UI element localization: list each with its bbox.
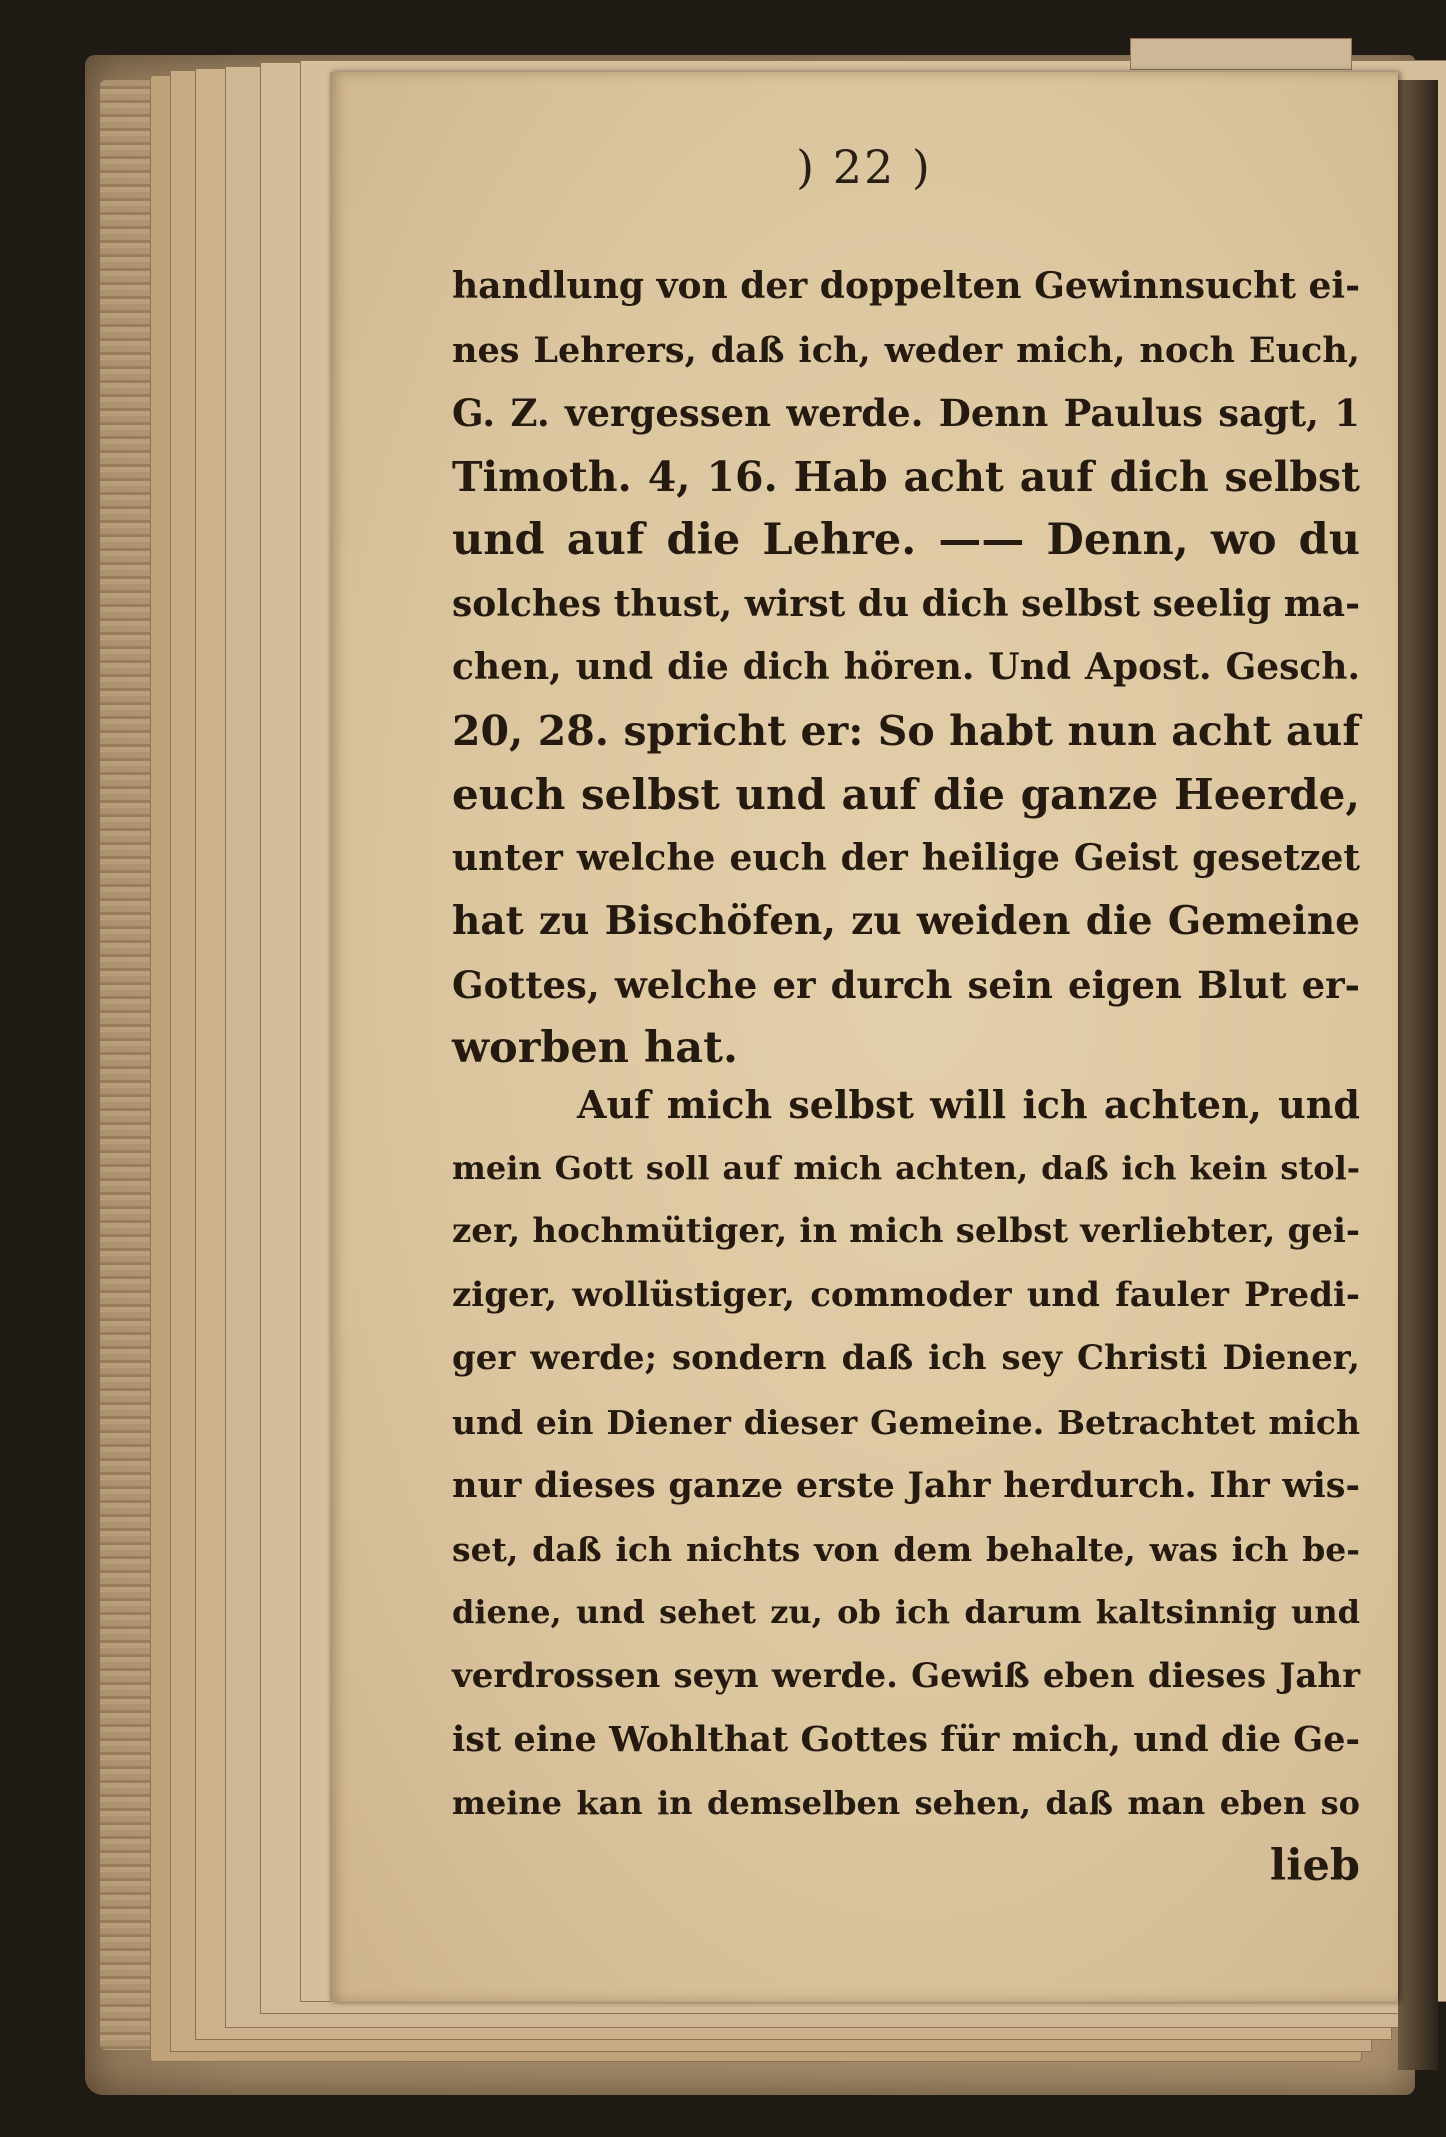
right-page-edge	[1398, 80, 1438, 2070]
paragraph-1	[452, 255, 1360, 1081]
text-line: ist eine Wohlthat Gottes für mich, und die Ge-	[452, 1719, 1360, 1760]
text-line: zer, hochmütiger, in mich selbst verliebter, gei-	[452, 1211, 1360, 1251]
text-line: set, daß ich nichts von dem behalte, was ich be-	[452, 1529, 1360, 1569]
text-line: worben hat.	[452, 1023, 738, 1073]
text-line: meine kan in demselben sehen, daß man eben so	[452, 1783, 1360, 1822]
text-line: hat zu Bischöfen, zu weiden die Gemeine	[452, 898, 1360, 944]
text-line: verdrossen seyn werde. Gewiß eben dieses Jahr	[452, 1655, 1360, 1696]
text-line: ger werde; sondern daß ich sey Christi Diener,	[452, 1338, 1360, 1378]
catchword: lieb	[1269, 1841, 1360, 1891]
page-tab-edge	[1130, 38, 1352, 70]
text-line: Timoth. 4, 16. Hab acht auf dich selbst	[452, 452, 1360, 501]
text-line: nur dieses ganze erste Jahr herdurch. Ihr wis-	[452, 1465, 1360, 1506]
text-line: diene, und sehet zu, ob ich darum kaltsinnig und	[452, 1593, 1360, 1631]
text-line: chen, und die dich hören. Und Apost. Gesch.	[452, 646, 1360, 688]
text-line: mein Gott soll auf mich achten, daß ich kein stol-	[452, 1148, 1360, 1187]
text-line: solches thust, wirst du dich selbst seelig ma-	[452, 582, 1361, 625]
text-line: G. Z. vergessen werde. Denn Paulus sagt, 1	[452, 391, 1360, 435]
text-line: unter welche euch der heilige Geist gesetzet	[452, 836, 1360, 879]
text-line: und auf die Lehre. —— Denn, wo du	[452, 515, 1360, 565]
text-line: nes Lehrers, daß ich, weder mich, noch Euch,	[452, 329, 1360, 371]
text-line: euch selbst und auf die ganze Heerde,	[452, 770, 1360, 819]
paragraph-2	[452, 1073, 1360, 1899]
text-line: Auf mich selbst will ich achten, und	[577, 1082, 1360, 1127]
text-line: handlung von der doppelten Gewinnsucht ei-	[452, 265, 1361, 307]
text-line: und ein Diener dieser Gemeine. Betrachtet mich	[452, 1402, 1360, 1442]
text-line: Gottes, welche er durch sein eigen Blut er-	[452, 962, 1360, 1007]
page-number: ) 22 )	[796, 140, 932, 194]
text-line: ziger, wollüstiger, commoder und fauler Predi-	[452, 1274, 1360, 1315]
text-line: 20, 28. spricht er: So habt nun acht auf	[452, 706, 1360, 755]
